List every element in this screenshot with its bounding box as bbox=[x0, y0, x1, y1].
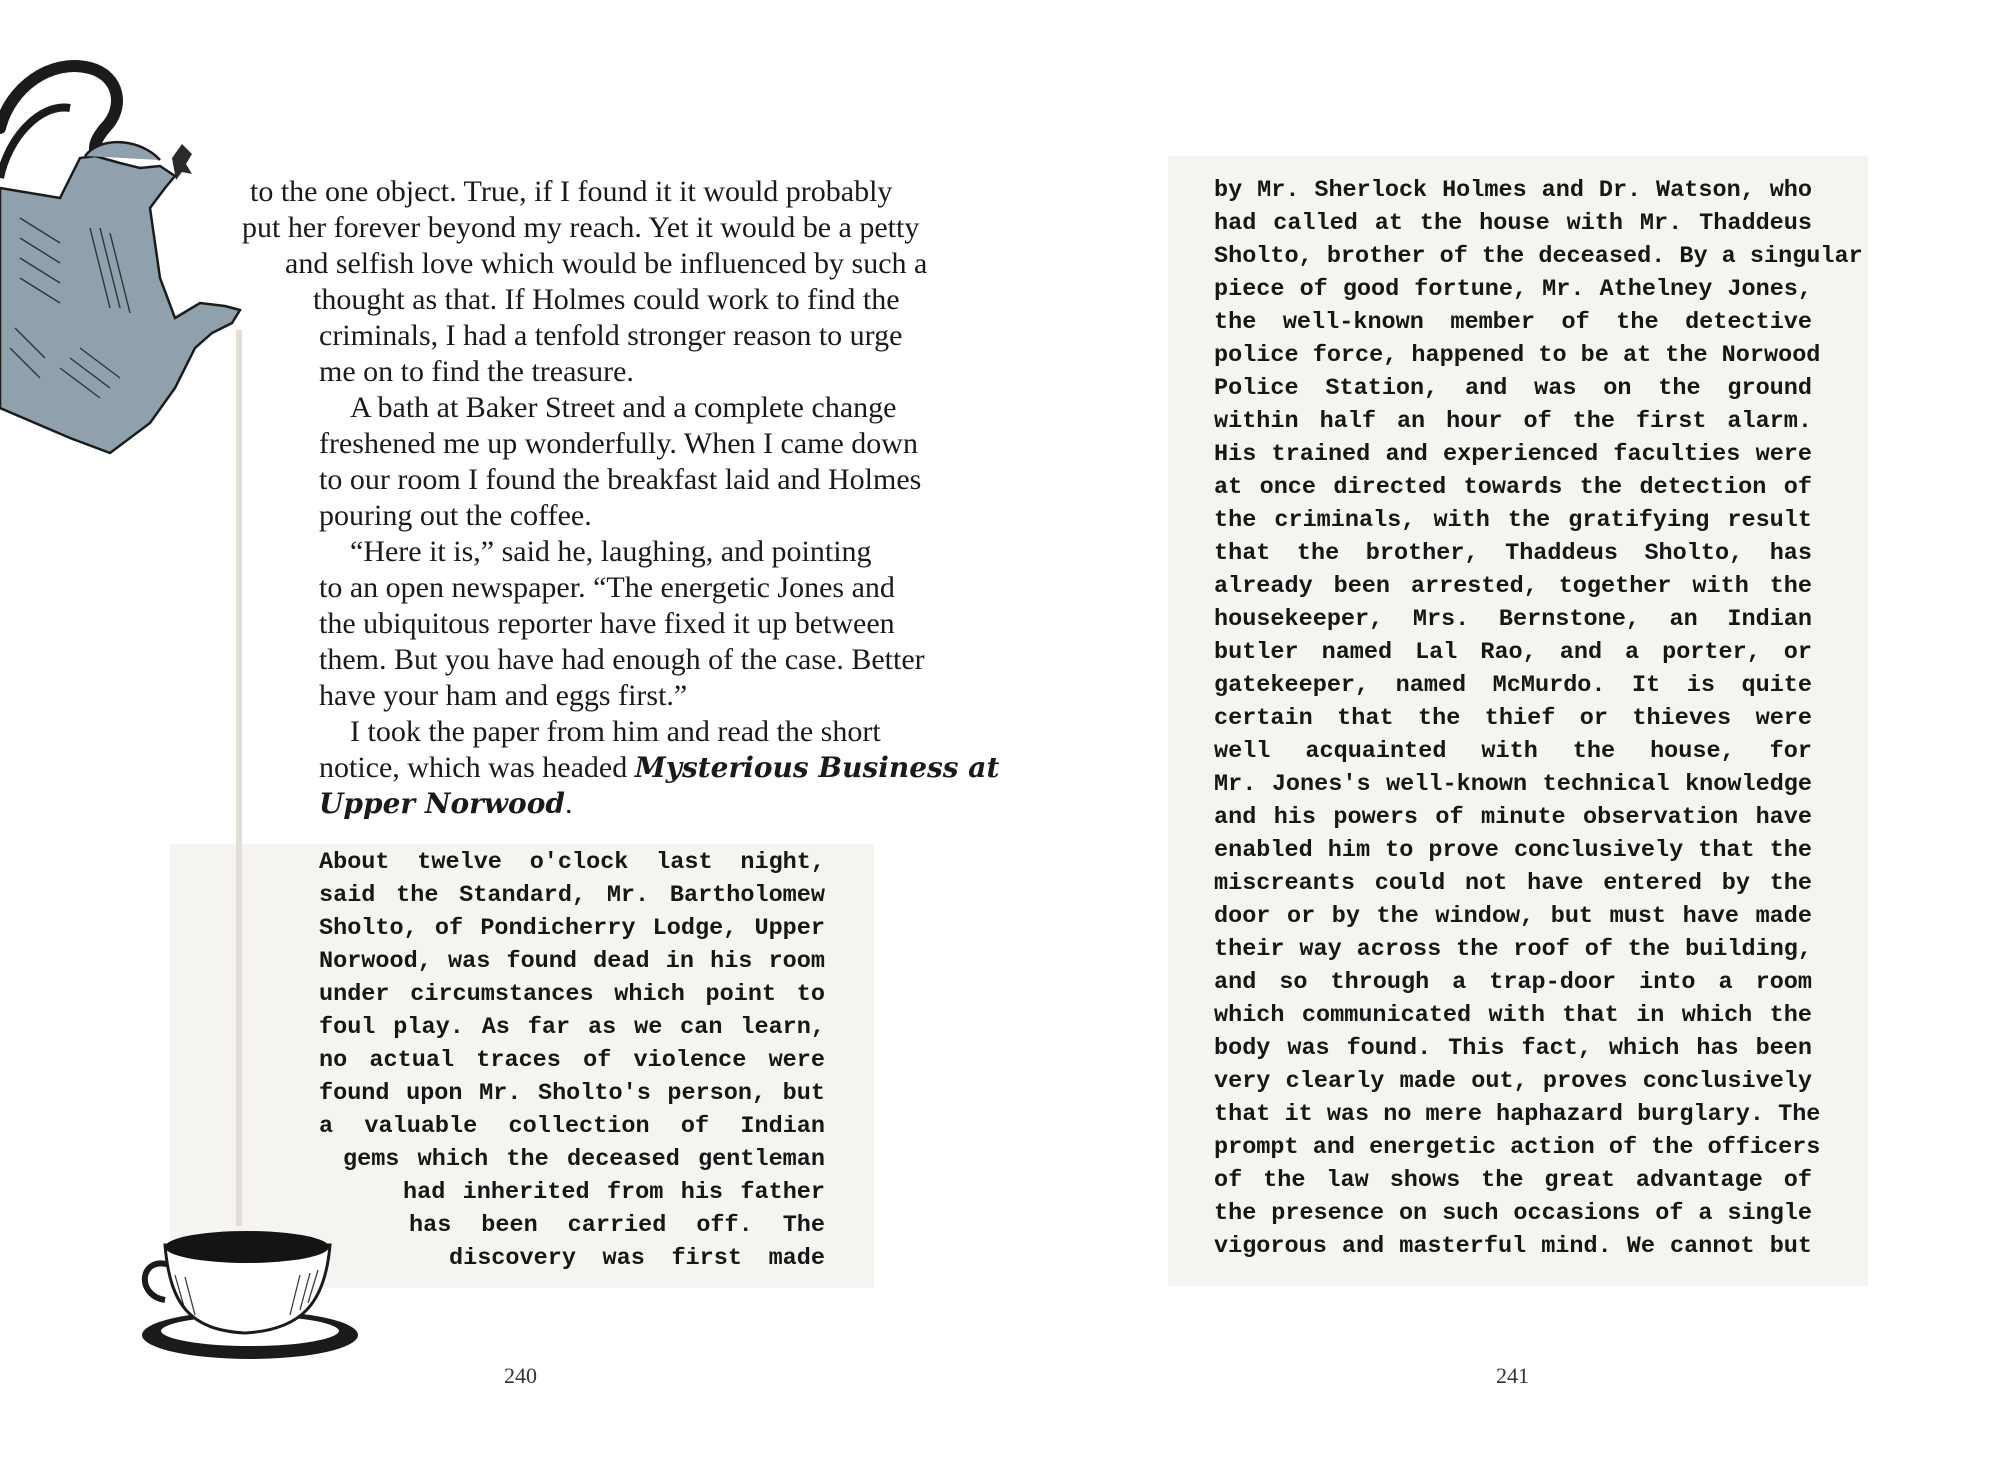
newspaper-line: certain that the thief or thieves were bbox=[1214, 705, 1812, 732]
text-line: and selfish love which would be influenced by such a bbox=[285, 247, 928, 280]
teacup-icon bbox=[130, 1215, 370, 1365]
newspaper-line: has been carried off. The bbox=[409, 1212, 825, 1239]
newspaper-line: said the Standard, Mr. Bartholomew bbox=[319, 882, 825, 909]
text-line: have your ham and eggs first.” bbox=[319, 679, 688, 712]
newspaper-line: Norwood, was found dead in his room bbox=[319, 948, 825, 975]
newspaper-line: very clearly made out, proves conclusively bbox=[1214, 1068, 1812, 1095]
newspaper-line: gems which the deceased gentleman bbox=[343, 1146, 825, 1173]
newspaper-line: Police Station, and was on the ground bbox=[1214, 375, 1812, 402]
newspaper-line: prompt and energetic action of the officers bbox=[1214, 1134, 1821, 1161]
text-line: freshened me up wonderfully. When I came down bbox=[319, 427, 918, 460]
pour-stream bbox=[236, 330, 242, 1226]
newspaper-line: the well-known member of the detective bbox=[1214, 309, 1812, 336]
newspaper-line: which communicated with that in which the bbox=[1214, 1002, 1812, 1029]
newspaper-line: Mr. Jones's well-known technical knowledge bbox=[1214, 771, 1812, 798]
page-number-right: 241 bbox=[1496, 1363, 1529, 1388]
newspaper-line: found upon Mr. Sholto's person, but bbox=[319, 1080, 825, 1107]
teapot-icon bbox=[0, 48, 270, 468]
newspaper-line: door or by the window, but must have made bbox=[1214, 903, 1812, 930]
newspaper-line: the presence on such occasions of a single bbox=[1214, 1200, 1812, 1227]
text-line: the ubiquitous reporter have fixed it up between bbox=[319, 607, 895, 640]
newspaper-line: butler named Lal Rao, and a porter, or bbox=[1214, 639, 1812, 666]
newspaper-line: the criminals, with the gratifying result bbox=[1214, 507, 1812, 534]
newspaper-line: Sholto, brother of the deceased. By a singular bbox=[1214, 243, 1863, 270]
newspaper-line: His trained and experienced faculties were bbox=[1214, 441, 1812, 468]
text-segment: notice, which was headed bbox=[319, 751, 628, 784]
newspaper-line: Sholto, of Pondicherry Lodge, Upper bbox=[319, 915, 825, 942]
text-line: pouring out the coffee. bbox=[319, 499, 592, 532]
newspaper-line: had inherited from his father bbox=[403, 1179, 825, 1206]
headline-period: . bbox=[564, 787, 573, 820]
newspaper-line: by Mr. Sherlock Holmes and Dr. Watson, who bbox=[1214, 177, 1812, 204]
newspaper-line: at once directed towards the detection of bbox=[1214, 474, 1812, 501]
newspaper-line: well acquainted with the house, for bbox=[1214, 738, 1812, 765]
newspaper-line: under circumstances which point to bbox=[319, 981, 825, 1008]
newspaper-line: miscreants could not have entered by the bbox=[1214, 870, 1812, 897]
text-line: I took the paper from him and read the short bbox=[350, 715, 881, 748]
text-line: “Here it is,” said he, laughing, and pointing bbox=[350, 535, 872, 568]
newspaper-line: their way across the roof of the building, bbox=[1214, 936, 1812, 963]
newspaper-line: vigorous and masterful mind. We cannot but bbox=[1214, 1233, 1812, 1260]
newspaper-line: and his powers of minute observation have bbox=[1214, 804, 1812, 831]
newspaper-line: that it was no mere haphazard burglary. The bbox=[1214, 1101, 1821, 1128]
newspaper-line: a valuable collection of Indian bbox=[319, 1113, 825, 1140]
text-line: to an open newspaper. “The energetic Jones and bbox=[319, 571, 895, 604]
newspaper-line: body was found. This fact, which has been bbox=[1214, 1035, 1812, 1062]
newspaper-line: discovery was first made bbox=[449, 1245, 825, 1272]
newspaper-line: had called at the house with Mr. Thaddeus bbox=[1214, 210, 1812, 237]
text-line bbox=[319, 750, 999, 786]
newspaper-line: foul play. As far as we can learn, bbox=[319, 1014, 825, 1041]
newspaper-line: About twelve o'clock last night, bbox=[319, 849, 825, 876]
headline-italic: Upper Norwood bbox=[319, 787, 565, 820]
text-line: put her forever beyond my reach. Yet it would be a petty bbox=[242, 211, 920, 244]
text-line bbox=[319, 786, 572, 822]
newspaper-line: housekeeper, Mrs. Bernstone, an Indian bbox=[1214, 606, 1812, 633]
headline-italic: Mysterious Business at bbox=[634, 751, 1000, 784]
newspaper-line: enabled him to prove conclusively that the bbox=[1214, 837, 1812, 864]
newspaper-line: of the law shows the great advantage of bbox=[1214, 1167, 1812, 1194]
newspaper-line: piece of good fortune, Mr. Athelney Jones, bbox=[1214, 276, 1812, 303]
newspaper-line: gatekeeper, named McMurdo. It is quite bbox=[1214, 672, 1812, 699]
newspaper-line: no actual traces of violence were bbox=[319, 1047, 825, 1074]
page-number-left: 240 bbox=[504, 1363, 537, 1388]
text-line: them. But you have had enough of the case. Better bbox=[319, 643, 925, 676]
text-line: thought as that. If Holmes could work to find the bbox=[313, 283, 900, 316]
text-line: criminals, I had a tenfold stronger reason to urge bbox=[319, 319, 903, 352]
newspaper-line: that the brother, Thaddeus Sholto, has bbox=[1214, 540, 1812, 567]
text-line: A bath at Baker Street and a complete change bbox=[350, 391, 897, 424]
newspaper-line: and so through a trap-door into a room bbox=[1214, 969, 1812, 996]
newspaper-line: already been arrested, together with the bbox=[1214, 573, 1812, 600]
newspaper-line: within half an hour of the first alarm. bbox=[1214, 408, 1812, 435]
text-line: me on to find the treasure. bbox=[319, 355, 634, 388]
text-line: to our room I found the breakfast laid and Holmes bbox=[319, 463, 922, 496]
newspaper-line: police force, happened to be at the Norwood bbox=[1214, 342, 1821, 369]
text-line: to the one object. True, if I found it it would probably bbox=[250, 175, 893, 208]
